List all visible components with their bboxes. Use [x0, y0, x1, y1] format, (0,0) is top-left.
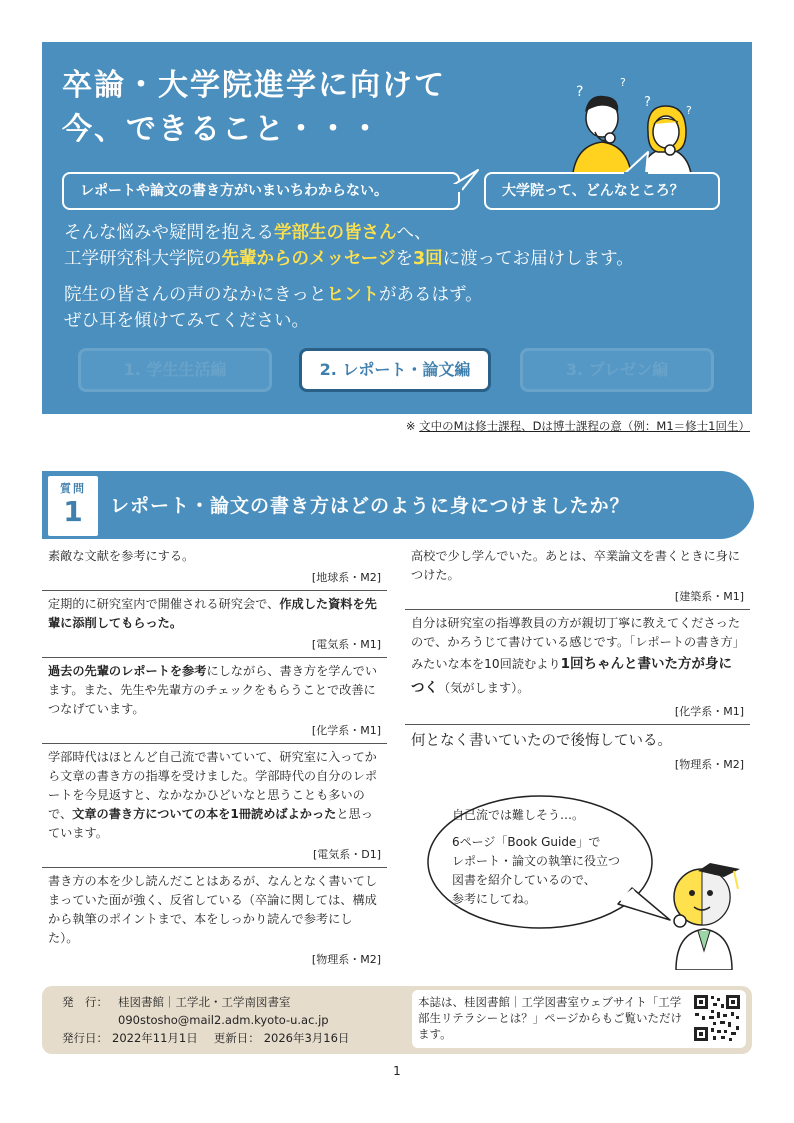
answer-item: 学部時代はほとんど自己流で書いていて、研究室に入ってから文章の書き方の指導を受けました。学部時代の自分のレポートを今見返すと、なかなかひどいなと思うことも多いので、文章の書き方についての本を1冊読めばよかったと思っています。 [電気系・D1]: [42, 744, 387, 868]
answer-item: 何となく書いていたので後悔している。 [物理系・M2]: [405, 725, 750, 777]
page-number: 1: [393, 1064, 401, 1078]
publisher-info: 発 行： 桂図書館｜工学北・工学南図書室 090stosho@mail2.adm.kyoto-u.ac.jp 発行日： 2022年11月1日 更新日： 2026年3月16日: [62, 995, 350, 1045]
answer-item: 高校で少し学んでいた。あとは、卒業論文を書くときに身につけた。 [建築系・M1]: [405, 543, 750, 610]
web-info-text: 本誌は、桂図書館｜工学図書室ウェブサイト「工学部生リテラシーとは？」ページからもご覧いただけます。: [418, 995, 683, 1041]
intro-paragraph-1: そんな悩みや疑問を抱える学部生の皆さんへ、 工学研究科大学院の先輩からのメッセージを3回に渡ってお届けします。: [64, 223, 634, 269]
answer-tag: [地球系・M2]: [311, 571, 381, 584]
svg-text:?: ?: [620, 76, 626, 89]
answer-tag: [電気系・M1]: [311, 638, 381, 651]
title-line-1: 卒論・大学院進学に向けて: [62, 68, 446, 103]
updated-date: 2026年3月16日: [263, 1031, 350, 1045]
publisher-email[interactable]: 090stosho@mail2.adm.kyoto-u.ac.jp: [118, 1013, 329, 1027]
abbreviation-note: ※ 文中のMは修士課程、Dは博士課程の意（例：M1＝修士1回生）: [405, 419, 750, 433]
tab-student-life[interactable]: 1. 学生生活編: [78, 348, 272, 392]
answer-item: 自分は研究室の指導教員の方が親切丁寧に教えてくださったので、かろうじて書けている感じです。「レポートの書き方」みたいな本を10回読むより1回ちゃんと書いた方が身につく（気がします）。 [化学系・M1]: [405, 610, 750, 725]
tab-report-thesis[interactable]: 2. レポート・論文編: [299, 348, 491, 392]
question-number-box: [48, 476, 98, 536]
question-number: 1: [63, 495, 83, 528]
answer-tag: [物理系・M2]: [674, 758, 744, 771]
answer-tag: [化学系・M1]: [674, 705, 744, 718]
tab-presentation[interactable]: 3. プレゼン編: [520, 348, 714, 392]
publisher-name: 桂図書館｜工学北・工学南図書室: [118, 995, 291, 1009]
answers-right-column: [405, 543, 750, 777]
question-text: レポート・論文の書き方はどのように身につけましたか？: [110, 495, 630, 517]
worry-bubble-left: レポートや論文の書き方がいまいちわからない。: [62, 172, 460, 210]
bubble-tail-right: [620, 150, 660, 176]
title-line-2: 今、できること・・・: [62, 112, 382, 147]
answer-item: 定期的に研究室内で開催される研究会で、作成した資料を先輩に添削してもらった。 [電気系・M1]: [42, 591, 387, 658]
answer-tag: [化学系・M1]: [311, 724, 381, 737]
answer-tag: [建築系・M1]: [674, 590, 744, 603]
answer-item: 過去の先輩のレポートを参考にしながら、書き方を学んでいます。また、先生や先輩方のチェックをもらうことで改善につなげています。 [化学系・M1]: [42, 658, 387, 744]
question-label: 質問: [60, 482, 86, 495]
issue-date: 2022年11月1日: [112, 1031, 198, 1045]
answer-tag: [物理系・M2]: [311, 953, 381, 966]
worry-bubble-right: 大学院って、どんなところ？: [484, 172, 720, 210]
page-title: [62, 64, 446, 152]
intro-paragraph-2: 院生の皆さんの声のなかにきっとヒントがあるはず。 ぜひ耳を傾けてみてください。: [64, 285, 483, 331]
answer-item: 素敵な文献を参考にする。 [地球系・M2]: [42, 543, 387, 591]
answer-item: 書き方の本を少し読んだことはあるが、なんとなく書いてしまっていた面が強く、反省している（卒論に関しては、構成から執筆のポイントまで、本をしっかり読んで参考にした）。 [物理系・M2]: [42, 868, 387, 972]
answer-tag: [電気系・D1]: [312, 848, 381, 861]
qr-code-icon[interactable]: [693, 994, 741, 1042]
bubble-tail-left: [448, 168, 488, 192]
svg-text:?: ?: [686, 104, 692, 117]
svg-text:?: ?: [576, 84, 584, 100]
answers-left-column: [42, 543, 387, 972]
svg-text:?: ?: [644, 95, 651, 110]
mascot-illustration: [658, 855, 754, 970]
speech-bubble-text: 自己流では難しそう…。 6ページ「Book Guide」で レポート・論文の執筆に役立つ 図書を紹介しているので、 参考にしてね。: [452, 808, 621, 906]
